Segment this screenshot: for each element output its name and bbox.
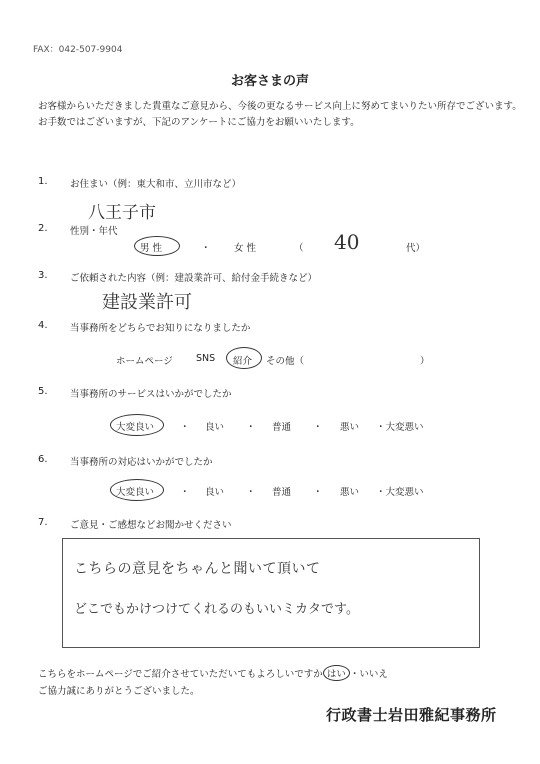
q7-answer-line-2: どこでもかけつけてくれるのもいいミカタです。 xyxy=(74,602,359,617)
q2-label: 性別・年代 xyxy=(70,226,118,237)
intro-line-1: お客様からいただきました貴重なご意見から、今後の更なるサービス向上に努めてまいりたい所存でございます。 xyxy=(38,101,522,112)
q4-option-referral: 紹介 xyxy=(233,356,253,367)
q2-paren-close: 代） xyxy=(406,243,426,254)
q5-sep-1: ・ xyxy=(180,422,190,433)
q4-option-other-close: ） xyxy=(420,356,430,367)
q5-option-average: 普通 xyxy=(272,422,292,433)
q4-number: 4. xyxy=(38,320,48,331)
intro-line-2: お手数ではございますが、下記のアンケートにご協力をお願いいたします。 xyxy=(38,117,360,128)
q4-label: 当事務所をどちらでお知りになりましたか xyxy=(70,323,251,334)
q1-number: 1. xyxy=(38,176,48,187)
consent-no: ・いいえ xyxy=(349,669,388,680)
q6-option-very-good: 大変良い xyxy=(116,487,155,498)
q7-answer-line-1: こちらの意見をちゃんと聞いて頂いて xyxy=(74,561,321,577)
q6-option-bad: 悪い xyxy=(340,487,360,498)
q3-label: ご依頼された内容（例：建設業許可、給付金手続きなど） xyxy=(70,273,318,284)
q5-option-bad: 悪い xyxy=(340,422,360,433)
q6-number: 6. xyxy=(38,454,48,465)
q2-separator: ・ xyxy=(201,243,211,254)
q6-label: 当事務所の対応はいかがでしたか xyxy=(70,457,213,468)
q6-option-good: 良い xyxy=(205,487,225,498)
q5-sep-2: ・ xyxy=(246,422,256,433)
q7-label: ご意見・ご感想などお聞かせください xyxy=(70,520,232,531)
q2-paren-open: （ xyxy=(294,243,304,254)
consent-prefix: こちらをホームページでご紹介させていただいてもよろしいですか xyxy=(38,669,323,680)
q2-age: 40 xyxy=(334,230,360,254)
q4-option-homepage: ホームページ xyxy=(116,356,173,367)
q2-female: 女 性 xyxy=(234,243,257,254)
q6-option-average: 普通 xyxy=(272,487,292,498)
q5-option-very-bad: ・大変悪い xyxy=(376,422,424,433)
consent-question xyxy=(38,665,388,681)
q2-male: 男 性 xyxy=(140,243,163,254)
q5-option-very-good: 大変良い xyxy=(116,422,155,433)
q6-option-very-bad: ・大変悪い xyxy=(376,487,424,498)
q5-option-good: 良い xyxy=(205,422,225,433)
q3-answer: 建設業許可 xyxy=(102,292,192,313)
q7-number: 7. xyxy=(38,517,48,528)
fax-number: FAX：042-507-9904 xyxy=(33,45,123,55)
q1-label: お住まい（例：東大和市、立川市など） xyxy=(70,179,242,190)
q3-number: 3. xyxy=(38,270,48,281)
q1-answer: 八王子市 xyxy=(88,203,156,223)
consent-yes: はい xyxy=(323,665,350,681)
q7-answer-box xyxy=(62,538,480,648)
q6-sep-3: ・ xyxy=(313,487,323,498)
q6-sep-1: ・ xyxy=(180,487,190,498)
q5-sep-3: ・ xyxy=(313,422,323,433)
q2-number: 2. xyxy=(38,223,48,234)
page-title: お客さまの声 xyxy=(230,74,309,89)
q5-label: 当事務所のサービスはいかがでしたか xyxy=(70,389,232,400)
q4-option-sns: SNS xyxy=(196,353,216,364)
thanks-message: ご協力誠にありがとうございました。 xyxy=(38,686,200,697)
q4-option-other: その他（ xyxy=(266,356,305,367)
office-name: 行政書士岩田雅紀事務所 xyxy=(326,706,497,724)
q6-sep-2: ・ xyxy=(246,487,256,498)
q5-number: 5. xyxy=(38,386,48,397)
